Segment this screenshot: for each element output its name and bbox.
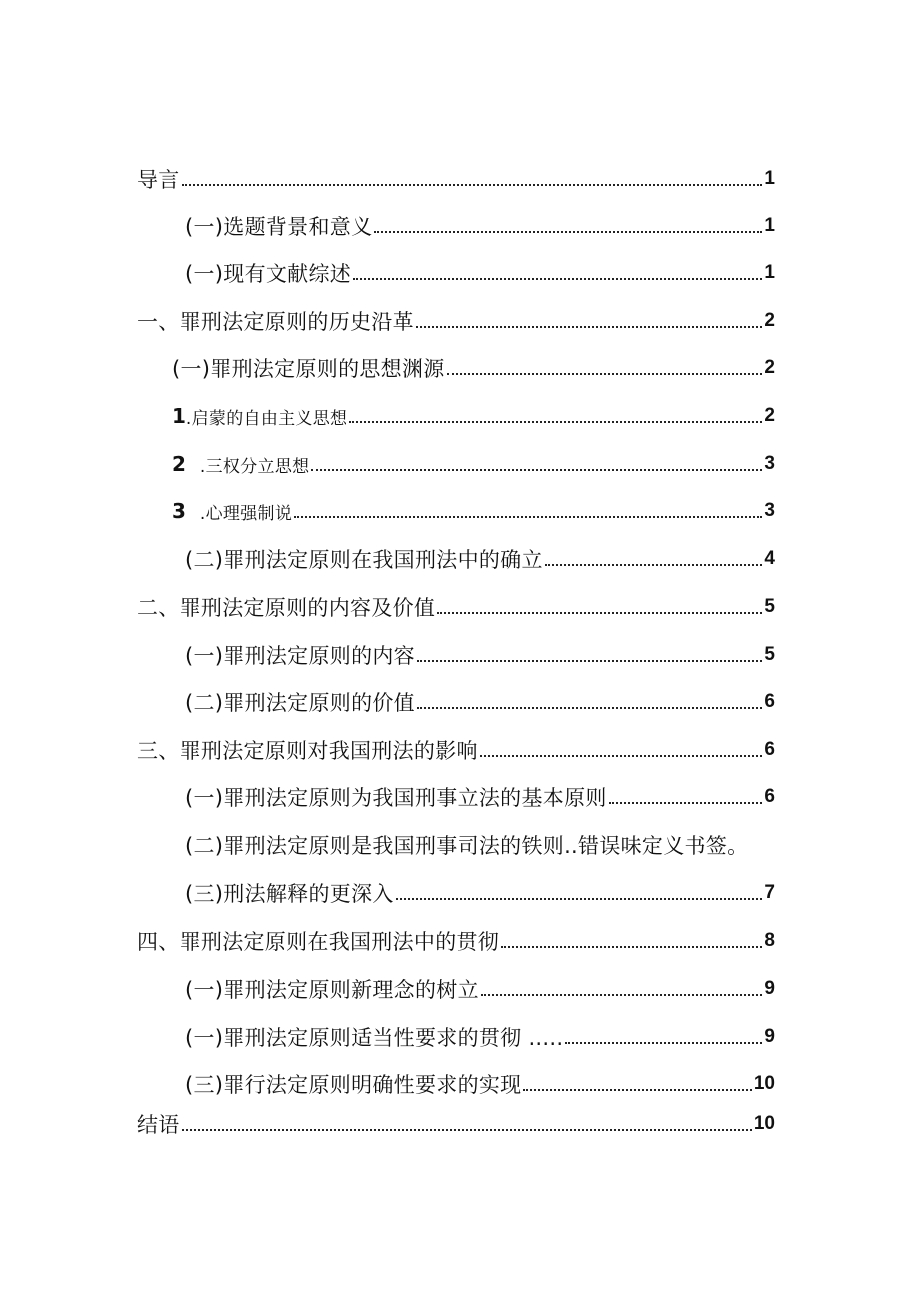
toc-entry-title: (二)罪刑法定原则在我国刑法中的确立 [185, 548, 543, 572]
toc-entry-page: 3 [764, 453, 775, 474]
toc-entry-title: 一、罪刑法定原则的历史沿革 [137, 310, 414, 334]
toc-entry-title: 三、罪刑法定原则对我国刑法的影响 [137, 739, 478, 763]
toc-entry-title: .启蒙的自由主义思想 [185, 408, 348, 429]
dot-leader [545, 564, 763, 566]
toc-entry-page: 10 [753, 1113, 775, 1134]
toc-entry[interactable] [137, 590, 775, 624]
toc-entry[interactable] [185, 972, 775, 1006]
dot-leader [294, 516, 762, 518]
toc-entry-page: 6 [764, 739, 775, 760]
dot-leader [437, 612, 762, 614]
toc-entry-title: (三)刑法解释的更深入 [185, 882, 394, 906]
toc-entry-page: 8 [764, 930, 775, 951]
toc-entry[interactable] [185, 780, 775, 814]
dot-leader [182, 1129, 752, 1131]
toc-entry[interactable] [137, 1107, 775, 1141]
toc-entry[interactable] [185, 685, 775, 719]
toc-entry-number: 1 [172, 404, 186, 428]
toc-entry-page: 6 [764, 691, 775, 712]
toc-entry-page: 1 [764, 262, 775, 283]
toc-entry-title: (一)罪刑法定原则的思想渊源 [172, 357, 445, 381]
dot-leader [349, 421, 762, 423]
toc-entry[interactable] [172, 494, 775, 528]
dot-leader [311, 469, 762, 471]
toc-entry[interactable] [185, 256, 775, 290]
toc-entry-page: 7 [764, 882, 775, 903]
toc-entry[interactable] [137, 733, 775, 767]
dot-leader [374, 231, 762, 233]
toc-entry-title: .三权分立思想 [199, 456, 310, 477]
toc-entry[interactable] [172, 399, 775, 433]
toc-entry-title: (一)现有文献综述 [185, 262, 352, 286]
dot-leader [480, 755, 763, 757]
toc-entry[interactable] [185, 876, 775, 910]
toc-entry-title: .心理强制说 [199, 503, 293, 524]
toc-entry-number: 2 [172, 452, 186, 476]
toc-entry-page: 10 [753, 1073, 775, 1094]
toc-entry-page: 9 [764, 1026, 775, 1047]
dot-leader [182, 184, 763, 186]
toc-entry[interactable] [185, 638, 775, 672]
dot-leader [417, 660, 762, 662]
toc-entry-page: 1 [764, 215, 775, 236]
toc-entry-title: (一)罪刑法定原则为我国刑事立法的基本原则 [185, 786, 607, 810]
toc-entry[interactable] [172, 351, 775, 385]
toc-entry[interactable] [185, 209, 775, 243]
toc-entry-page: 2 [764, 405, 775, 426]
toc-entry[interactable] [137, 162, 775, 196]
toc-entry-page: 5 [764, 644, 775, 665]
toc-entry-page: 9 [764, 978, 775, 999]
toc-entry-title: (一)罪刑法定原则的内容 [185, 644, 415, 668]
toc-entry-title: (二)罪刑法定原则的价值 [185, 691, 415, 715]
dot-leader [565, 1042, 762, 1044]
toc-entry[interactable] [137, 924, 775, 958]
toc-entry-page: 2 [764, 310, 775, 331]
toc-entry[interactable] [185, 542, 775, 576]
dot-leader [447, 373, 763, 375]
dot-leader [353, 278, 762, 280]
toc-entry[interactable] [137, 304, 775, 338]
toc-entry-page: 2 [764, 357, 775, 378]
toc-entry-title: (三)罪行法定原则明确性要求的实现 [185, 1073, 522, 1097]
dot-leader [416, 326, 763, 328]
toc-entry[interactable] [185, 1067, 775, 1101]
toc-entry-title: 四、罪刑法定原则在我国刑法中的贯彻 [137, 930, 500, 954]
toc-entry-title: 导言 [137, 168, 180, 192]
toc-entry-page: 1 [764, 168, 775, 189]
toc-entry-page: 5 [764, 596, 775, 617]
toc-entry-page: 6 [764, 786, 775, 807]
toc-entry-title: (一)选题背景和意义 [185, 215, 373, 239]
toc-entry-number: 3 [172, 499, 186, 523]
toc-entry-page: 4 [764, 548, 775, 569]
toc-entry[interactable] [172, 447, 775, 481]
dot-leader [609, 802, 763, 804]
toc-entry[interactable] [185, 828, 802, 862]
dot-leader [523, 1089, 751, 1091]
dot-leader [417, 707, 762, 709]
toc-entry-title: 结语 [137, 1113, 180, 1137]
dot-leader [501, 946, 762, 948]
dot-leader [396, 898, 763, 900]
toc-entry-title: (一)罪刑法定原则新理念的树立 [185, 978, 479, 1002]
toc-entry-page: 3 [764, 500, 775, 521]
toc-entry[interactable] [185, 1020, 775, 1054]
toc-entry-title: (一)罪刑法定原则适当性要求的贯彻 ..... [185, 1026, 564, 1050]
toc-entry-title: (二)罪刑法定原则是我国刑事司法的铁则..错误味定义书签。 [185, 834, 749, 858]
toc-entry-title: 二、罪刑法定原则的内容及价值 [137, 596, 436, 620]
dot-leader [481, 994, 763, 996]
